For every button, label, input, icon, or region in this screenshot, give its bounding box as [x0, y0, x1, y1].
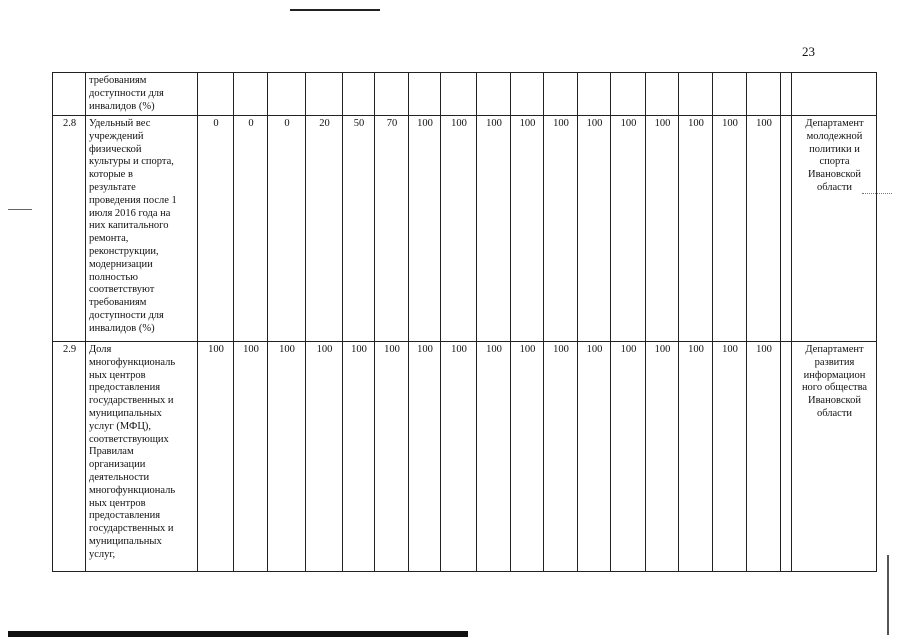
- department-line: Департамент: [805, 344, 864, 355]
- margin-dash-left: [8, 209, 32, 210]
- value-cell: 100: [477, 116, 511, 342]
- department-line: ного общества: [801, 382, 868, 394]
- table-body: [53, 73, 877, 572]
- description-line: государственных и: [89, 523, 174, 535]
- responsible-department: [792, 116, 877, 342]
- table-row: [53, 116, 877, 342]
- description-line: соответствуют: [89, 284, 155, 296]
- value-cell: 100: [713, 342, 747, 572]
- description-line: многофункциональ: [89, 484, 176, 496]
- indicator-description: [86, 116, 198, 342]
- department-line: информацион: [803, 369, 866, 381]
- value-cell: 50: [343, 116, 375, 342]
- row-number: 2.8: [53, 116, 86, 342]
- description-line: результате: [89, 181, 136, 193]
- value-cell: 100: [544, 342, 578, 572]
- description-line: соответствующих: [89, 433, 169, 445]
- department-line: Ивановской: [808, 169, 861, 181]
- value-cell: [477, 73, 511, 116]
- description-line: учреждений: [89, 130, 144, 142]
- description-line: физической: [89, 143, 142, 155]
- description-line: Правилам: [89, 446, 134, 458]
- description-line: культуры и спорта,: [89, 156, 174, 168]
- description-line: июля 2016 года на: [89, 207, 171, 219]
- description-line: полностью: [89, 271, 138, 283]
- department-line: Департамент: [805, 118, 864, 129]
- value-cell: 100: [578, 116, 611, 342]
- value-cell: 100: [306, 342, 343, 572]
- description-line: Удельный вес: [89, 118, 151, 129]
- description-line: реконструкции,: [89, 245, 159, 257]
- value-cell: 100: [375, 342, 409, 572]
- value-cell: [409, 73, 441, 116]
- value-cell: 70: [375, 116, 409, 342]
- value-cell: [234, 73, 268, 116]
- department-line: области: [816, 407, 853, 419]
- value-cell: [713, 73, 747, 116]
- description-line: предоставления: [89, 510, 161, 522]
- description-line: услуг (МФЦ),: [89, 420, 152, 432]
- value-cell: [343, 73, 375, 116]
- value-cell: 100: [747, 116, 781, 342]
- description-line: доступности для: [89, 87, 164, 99]
- value-cell: 0: [268, 116, 306, 342]
- value-cell: 100: [713, 116, 747, 342]
- department-line: политики и: [809, 143, 860, 155]
- description-line: организации: [89, 459, 146, 471]
- value-cell: 0: [198, 116, 234, 342]
- value-cell: [611, 73, 646, 116]
- description-line: предоставления: [89, 382, 161, 394]
- value-cell: 100: [441, 116, 477, 342]
- value-cell: [646, 73, 679, 116]
- value-cell: 100: [409, 116, 441, 342]
- indicator-table: [52, 72, 877, 572]
- value-cell: 100: [611, 116, 646, 342]
- value-cell: [306, 73, 343, 116]
- description-line: инвалидов (%): [89, 322, 155, 334]
- description-line: ных центров: [89, 497, 146, 509]
- value-cell: 100: [679, 342, 713, 572]
- indicator-description: [86, 342, 198, 572]
- description-line: муниципальных: [89, 535, 162, 547]
- value-cell: [441, 73, 477, 116]
- description-line: государственных и: [89, 395, 174, 407]
- description-line: модернизации: [89, 258, 153, 270]
- value-cell: 100: [234, 342, 268, 572]
- value-cell: [375, 73, 409, 116]
- description-line: них капитального: [89, 220, 169, 232]
- value-cell: 100: [343, 342, 375, 572]
- value-cell: 100: [679, 116, 713, 342]
- indicator-description: [86, 73, 198, 116]
- responsible-department: [792, 342, 877, 572]
- description-line: ремонта,: [89, 233, 129, 245]
- top-rule: [290, 9, 380, 11]
- description-line: ных центров: [89, 369, 146, 381]
- description-line: инвалидов (%): [89, 100, 155, 112]
- description-line: доступности для: [89, 309, 164, 321]
- description-line: деятельности: [89, 471, 150, 483]
- description-line: которые в: [89, 169, 133, 181]
- value-cell: 100: [646, 342, 679, 572]
- page-number: 23: [802, 44, 815, 59]
- value-cell: 100: [441, 342, 477, 572]
- value-cell: 100: [477, 342, 511, 572]
- spacer-cell: [781, 73, 792, 116]
- value-cell: 100: [611, 342, 646, 572]
- value-cell: [578, 73, 611, 116]
- description-line: услуг,: [89, 548, 116, 560]
- value-cell: 20: [306, 116, 343, 342]
- value-cell: 100: [747, 342, 781, 572]
- value-cell: 100: [268, 342, 306, 572]
- department-line: Ивановской: [808, 395, 861, 407]
- value-cell: 100: [409, 342, 441, 572]
- value-cell: 100: [198, 342, 234, 572]
- scan-bottom-bar: [8, 631, 468, 637]
- description-line: Доля: [89, 344, 112, 355]
- value-cell: [679, 73, 713, 116]
- description-line: многофункциональ: [89, 356, 176, 368]
- department-line: области: [816, 181, 853, 193]
- value-cell: [544, 73, 578, 116]
- value-cell: 100: [578, 342, 611, 572]
- value-cell: 0: [234, 116, 268, 342]
- value-cell: [198, 73, 234, 116]
- department-line: спорта: [819, 156, 850, 168]
- value-cell: [747, 73, 781, 116]
- row-number: 2.9: [53, 342, 86, 572]
- row-number: [53, 73, 86, 116]
- responsible-department: [792, 73, 877, 116]
- value-cell: 100: [544, 116, 578, 342]
- value-cell: 100: [511, 342, 544, 572]
- value-cell: 100: [646, 116, 679, 342]
- department-line: молодежной: [806, 130, 863, 142]
- spacer-cell: [781, 342, 792, 572]
- description-line: проведения после 1: [89, 194, 177, 206]
- department-line: развития: [814, 356, 855, 368]
- table-row: [53, 73, 877, 116]
- value-cell: [268, 73, 306, 116]
- table-row: [53, 342, 877, 572]
- description-line: муниципальных: [89, 407, 162, 419]
- spacer-cell: [781, 116, 792, 342]
- description-line: требованиям: [89, 297, 147, 309]
- description-line: требованиям: [89, 75, 147, 86]
- value-cell: [511, 73, 544, 116]
- value-cell: 100: [511, 116, 544, 342]
- scan-right-edge-mark: [887, 555, 889, 635]
